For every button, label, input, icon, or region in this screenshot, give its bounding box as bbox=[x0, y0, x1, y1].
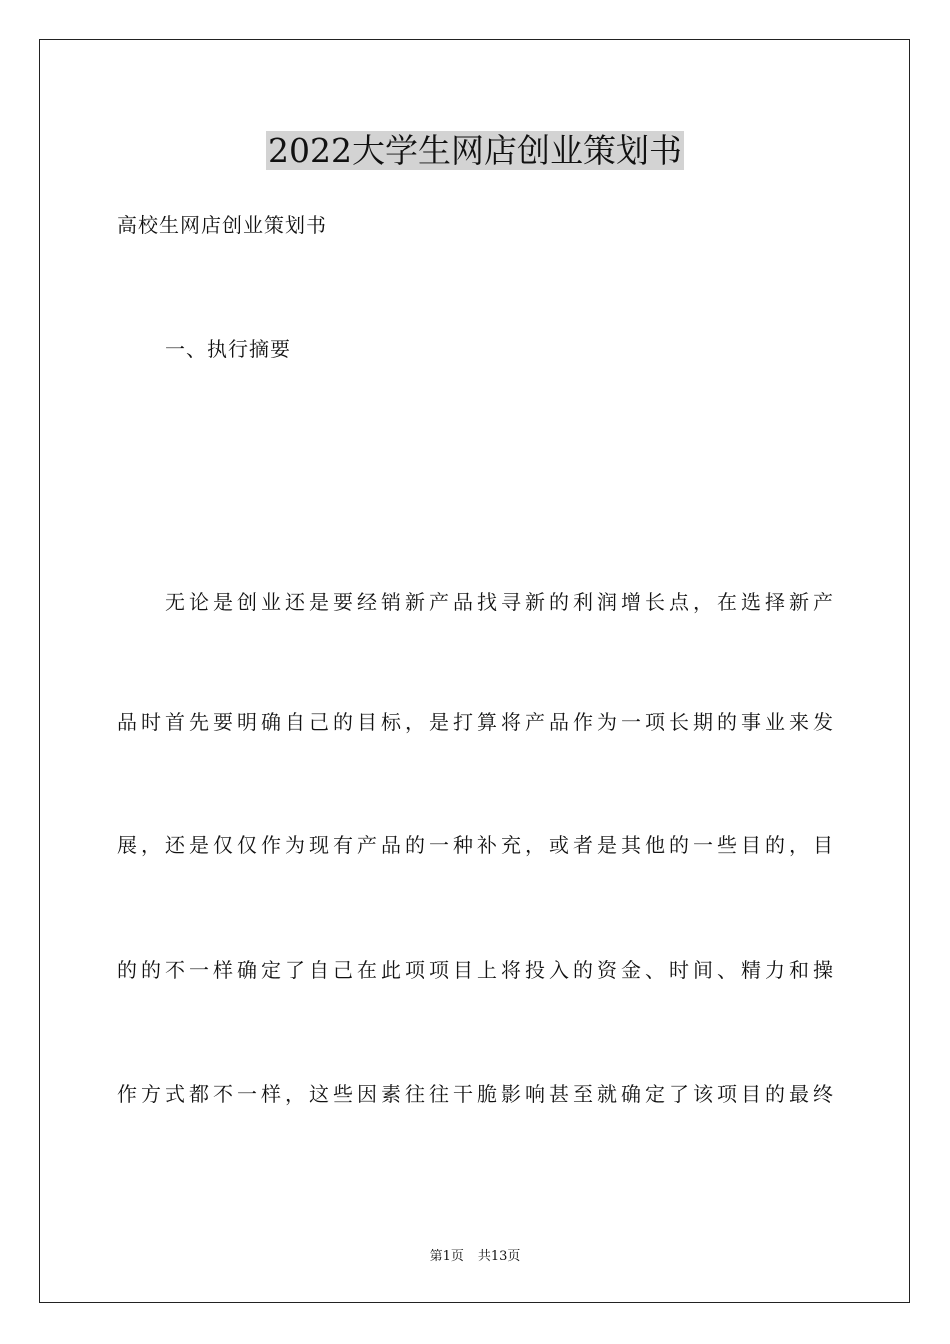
document-subtitle: 高校生网店创业策划书 bbox=[117, 213, 327, 237]
paragraph-line: 的的不一样确定了自己在此项项目上将投入的资金、时间、精力和操 bbox=[117, 958, 833, 982]
document-title bbox=[0, 126, 950, 176]
page-total: 共13页 bbox=[477, 1249, 521, 1264]
section-heading: 一、执行摘要 bbox=[165, 337, 291, 361]
paragraph-line: 无论是创业还是要经销新产品找寻新的利润增长点，在选择新产 bbox=[165, 590, 833, 614]
paragraph-line: 展，还是仅仅作为现有产品的一种补充，或者是其他的一些目的，目 bbox=[117, 833, 833, 857]
document-title-text: 2022大学生网店创业策划书 bbox=[268, 131, 682, 170]
page-footer bbox=[0, 1247, 950, 1267]
page-number: 第1页 bbox=[429, 1249, 464, 1264]
paragraph-line: 品时首先要明确自己的目标，是打算将产品作为一项长期的事业来发 bbox=[117, 710, 833, 734]
paragraph-line: 作方式都不一样，这些因素往往干脆影响甚至就确定了该项目的最终 bbox=[117, 1082, 833, 1106]
